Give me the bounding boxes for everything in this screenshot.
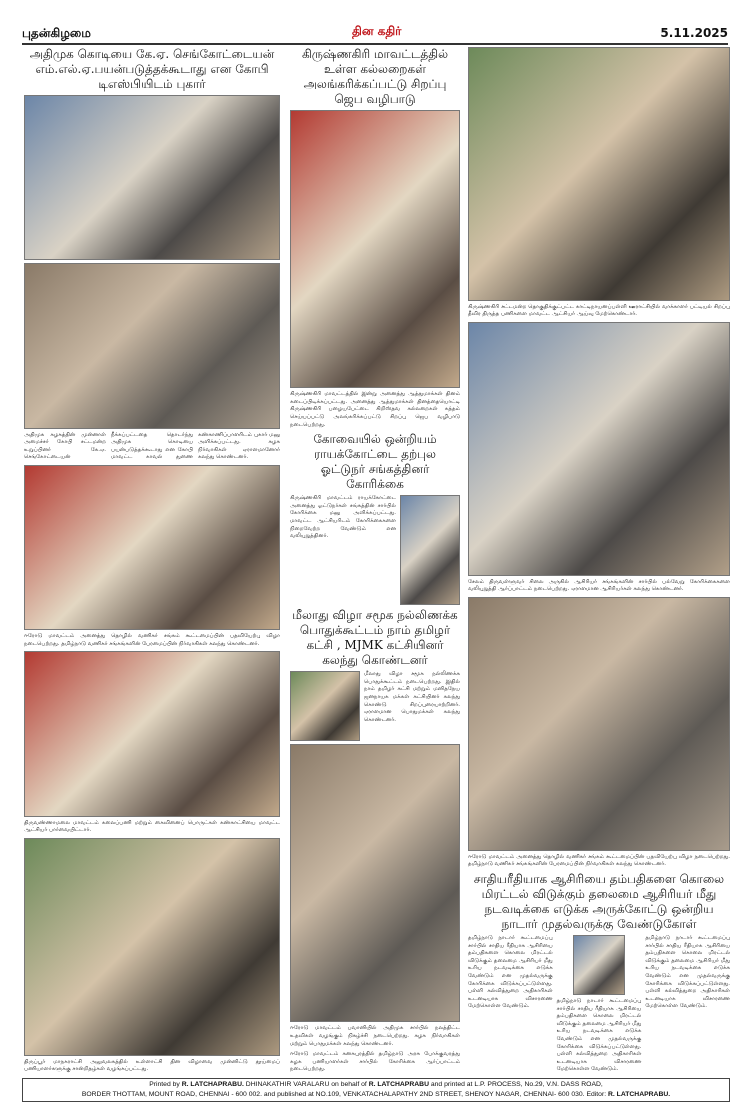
article-body-teacher-col3: தமிழ்நாடு நாடார் கூட்டமைப்பு சார்பில் சாதிய ரீதியாக ஆசிரியை தம்பதிகளை கொலை மிரட்டல் விடுக்கும் தலைமை ஆசிரியர் மீது உரிய நடவடிக்கை எடுக்க வேண்டும் என முதல்வருக்கு கோரிக்கை விடுக்கப்பட்டுள்ளது. பள்ளி கல்வித்துறை அதிகாரிகள் உடனடியாக விசாரணை மேற்கொள்ள வேண்டும். <box>645 935 731 1010</box>
photo-association <box>468 597 730 851</box>
photo-teachers-protest <box>468 322 730 576</box>
column-middle <box>290 47 460 1074</box>
column-right <box>468 47 730 1074</box>
article-body-drivers: கிருஷ்ணகிரி மாவட்டம் ராயக்கோட்டை அனைத்து ஓட்டுநர்கள் சங்கத்தின் சார்பில் கோரிக்கை மனு அளிக்கப்பட்டது. மாவட்ட ஆட்சியரிடம் கோரிக்கைகளை நிறைவேற்ற வேண்டும் என வலியுறுத்தினர். <box>290 495 396 540</box>
newspaper-logo[interactable]: தின கதிர் <box>352 24 402 38</box>
photo-voter-review <box>468 47 730 301</box>
photo-complaint <box>24 95 280 260</box>
article-body-teacher-col1: தமிழ்நாடு நாடார் கூட்டமைப்பு சார்பில் சாதிய ரீதியாக ஆசிரியை தம்பதிகளை கொலை மிரட்டல் விடுக்கும் தலைமை ஆசிரியர் மீது உரிய நடவடிக்கை எடுக்க வேண்டும் என முதல்வருக்கு கோரிக்கை விடுக்கப்பட்டுள்ளது. பள்ளி கல்வித்துறை அதிகாரிகள் உடனடியாக விசாரணை மேற்கொள்ள வேண்டும். <box>468 935 553 1010</box>
photo-cemetery <box>290 110 460 388</box>
footer-owner: R. LATCHAPRABU <box>368 1081 429 1088</box>
imprint-footer <box>22 1078 730 1102</box>
headline-krishnagiri-cemetery[interactable]: கிருஷ்ணகிரி மாவட்டத்தில் உள்ள கல்லறைகள் அலங்கரிக்கப்பட்டு சிறப்பு ஜெப வழிபாடு <box>301 47 449 106</box>
header-rule <box>22 43 728 45</box>
photo-admk-event <box>290 744 460 1022</box>
footer-printer: R. LATCHAPRABU. <box>181 1081 244 1088</box>
footer-text: DHINAKATHIR VARALARU on behalf of <box>245 1081 367 1088</box>
headline-teacher-threat[interactable]: சாதியரீதியாக ஆசிரியை தம்பதிகளை கொலை மிரட்டல் விடுக்கும் தலைமை ஆசிரியர் மீது நடவடிக்கை எடுக்க அருக்கோட்டு ஒன்றிய நாடார் முதல்வருக்கு வேண்டுகோள் <box>473 872 725 932</box>
caption-association: ஈரோடு மாவட்டம் அனைத்து தொழில் வணிகர் சங்கம் கூட்டமைப்பின் பதவியேற்பு விழா நடைபெற்றது. தமிழ்நாடு வணிகர் சங்கங்களின் பேரமைப்பின் நிர்வாகிகள் கலந்து கொண்டனர். <box>468 853 730 868</box>
caption-transport: ஈரோடு மாவட்டம் கனகபுரத்தில் தமிழ்நாடு அரசு போக்குவரத்து கழக பணியாளர்கள் சார்பில் கோரிக்கை ஆர்ப்பாட்டம் நடைபெற்றது. <box>290 1051 460 1073</box>
photo-exhibition <box>24 651 280 816</box>
footer-text: and printed at L.P. PROCESS, No.29, V.N. DASS ROAD, <box>430 1081 603 1088</box>
column-left <box>24 47 280 1074</box>
photo-drivers <box>400 495 460 605</box>
photo-meeting <box>24 263 280 428</box>
footer-text: Printed by <box>149 1081 180 1088</box>
drivers-article-row <box>290 495 460 605</box>
caption-exhibition: திருவண்ணாமலை மாவட்டம் கலைப்பணி மற்றும் கைவினைப் பொருட்கள் கண்காட்சியை மாவட்ட ஆட்சியர் பார்வையிட்டார். <box>24 819 280 834</box>
headline-drivers-association[interactable]: கோவையில் ஒன்றியம் ராயக்கோட்டை தற்புல ஓட்டுநர் சங்கத்தினர் கோரிக்கை <box>313 432 437 492</box>
headline-milad-meeting[interactable]: மீலாது விழா சமூக நல்லிணக்க பொதுக்கூட்டம் நாம் தமிழர் கட்சி , MJMK கட்சியினர் கலந்து கொண்டனர் <box>292 608 458 668</box>
article-body-milad: மீலாது விழா சமூக நல்லிணக்க பொதுக்கூட்டம் நடைபெற்றது. இதில் நாம் தமிழர் கட்சி மற்றும் மனிதநேய ஜனநாயக மக்கள் கட்சியினர் கலந்து கொண்டு சிறப்புரையாற்றினர். ஏராளமான பொதுமக்கள் கலந்து கொண்டனர். <box>364 671 460 723</box>
issue-date: 5.11.2025 <box>660 26 728 40</box>
teacher-article-middle <box>557 935 642 1074</box>
headline-sengottaiyan[interactable]: அதிமுக கொடியை கே.ஏ. செங்கோட்டையன் எம்.எல்.ஏ.பயன்படுத்தக்கூடாது என கோபி டிஎஸ்பியிடம் புகார் <box>29 47 275 91</box>
milad-article-row <box>290 671 460 741</box>
photo-speaker <box>290 671 360 741</box>
caption-traders: ஈரோடு மாவட்டம் அனைத்து தொழில் வணிகர் சங்கம் கூட்டமைப்பின் பதவியேற்பு விழா நடைபெற்றது. தமிழ்நாடு வணிகர் சங்கங்களின் பேரமைப்பின் நிர்வாகிகள் கலந்து கொண்டனர். <box>24 633 280 647</box>
article-body-teacher-col2: தமிழ்நாடு நாடார் கூட்டமைப்பு சார்பில் சாதிய ரீதியாக ஆசிரியை தம்பதிகளை கொலை மிரட்டல் விடுக்கும் தலைமை ஆசிரியர் மீது உரிய நடவடிக்கை எடுக்க வேண்டும் என முதல்வருக்கு கோரிக்கை விடுக்கப்பட்டுள்ளது. பள்ளி கல்வித்துறை அதிகாரிகள் உடனடியாக விசாரணை மேற்கொள்ள வேண்டும். <box>556 998 642 1073</box>
caption-admk: ஈரோடு மாவட்டம் பவானியில் அதிமுக சார்பில் நலத்திட்ட உதவிகள் வழங்கும் நிகழ்ச்சி நடைபெற்றது. கழக நிர்வாகிகள் மற்றும் பொதுமக்கள் கலந்து கொண்டனர். <box>290 1025 460 1047</box>
teacher-article-row <box>468 935 730 1074</box>
footer-address: BORDER THOTTAM, MOUNT ROAD, CHENNAI - 600 002. and published at NO.109, VENKATACHALAPATHY 2ND STREET, SHENOY NAGAR, CHENNAI- 600 030. Editor: <box>81 1091 607 1098</box>
article-body-sengottaiyan: அதிமுக கழகத்தின் முன்னாள் அமைச்சர் கோபி சட்டமன்ற உறுப்பினர் கே.ஏ. செங்கோட்டையன் நீக்கப்பட்டதை தொடர்ந்து அதிமுக கொடியை பயன்படுத்தக்கூடாது என கோபி மாவட்ட காவல் துணை கண்காணிப்பாளரிடம் புகார் மனு அளிக்கப்பட்டது. கழக நிர்வாகிகள் ஏராளமானோர் கலந்து கொண்டனர். <box>24 431 280 461</box>
footer-editor: R. LATCHAPRABU. <box>607 1091 671 1098</box>
article-body-cemetery: கிருஷ்ணகிரி மாவட்டத்தில் இன்று அனைத்து ஆத்துமாக்கள் தினம் கடைப்பிடிக்கப்பட்டது. அனைத்து ஆத்துமாக்கள் தினத்தையொட்டி கிருஷ்ணகிரி பழையபேட்டை கிறிஸ்தவ கல்லறைகள் சுத்தம் செய்யப்பட்டு அலங்கரிக்கப்பட்டு சிறப்பு ஜெப வழிபாடு நடைபெற்றது. <box>290 391 460 428</box>
photo-corporation <box>24 838 280 1056</box>
photo-traders-event <box>24 465 280 630</box>
caption-voter-review: கிருஷ்ணகிரி சட்டமன்ற தொகுதிக்குட்பட்ட காட்டிநாயனப்பள்ளி ஊராட்சியில் வாக்காளர் பட்டியல் சிறப்பு தீவிர திருத்த பணிகளை மாவட்ட ஆட்சியர் ஆய்வு மேற்கொண்டார். <box>468 303 730 318</box>
day-label: புதன்கிழமை <box>22 26 91 40</box>
caption-corporation: திருப்பூர் மாநகராட்சி அலுவலகத்தில் உள்ளாட்சி தின விழாவை முன்னிட்டு தூய்மைப் பணியாளர்களுக்கு சான்றிதழ்கள் வழங்கப்பட்டது. <box>24 1058 280 1073</box>
caption-teachers-protest: சேலம் திருவள்ளுவர் சிலை அருகில் ஆசிரியர் சங்கங்களின் சார்பில் பல்வேறு கோரிக்கைகளை வலியுறுத்தி ஆர்ப்பாட்டம் நடைபெற்றது. ஏராளமான ஆசிரியர்கள் கலந்து கொண்டனர். <box>468 578 730 593</box>
photo-leader <box>573 935 625 995</box>
